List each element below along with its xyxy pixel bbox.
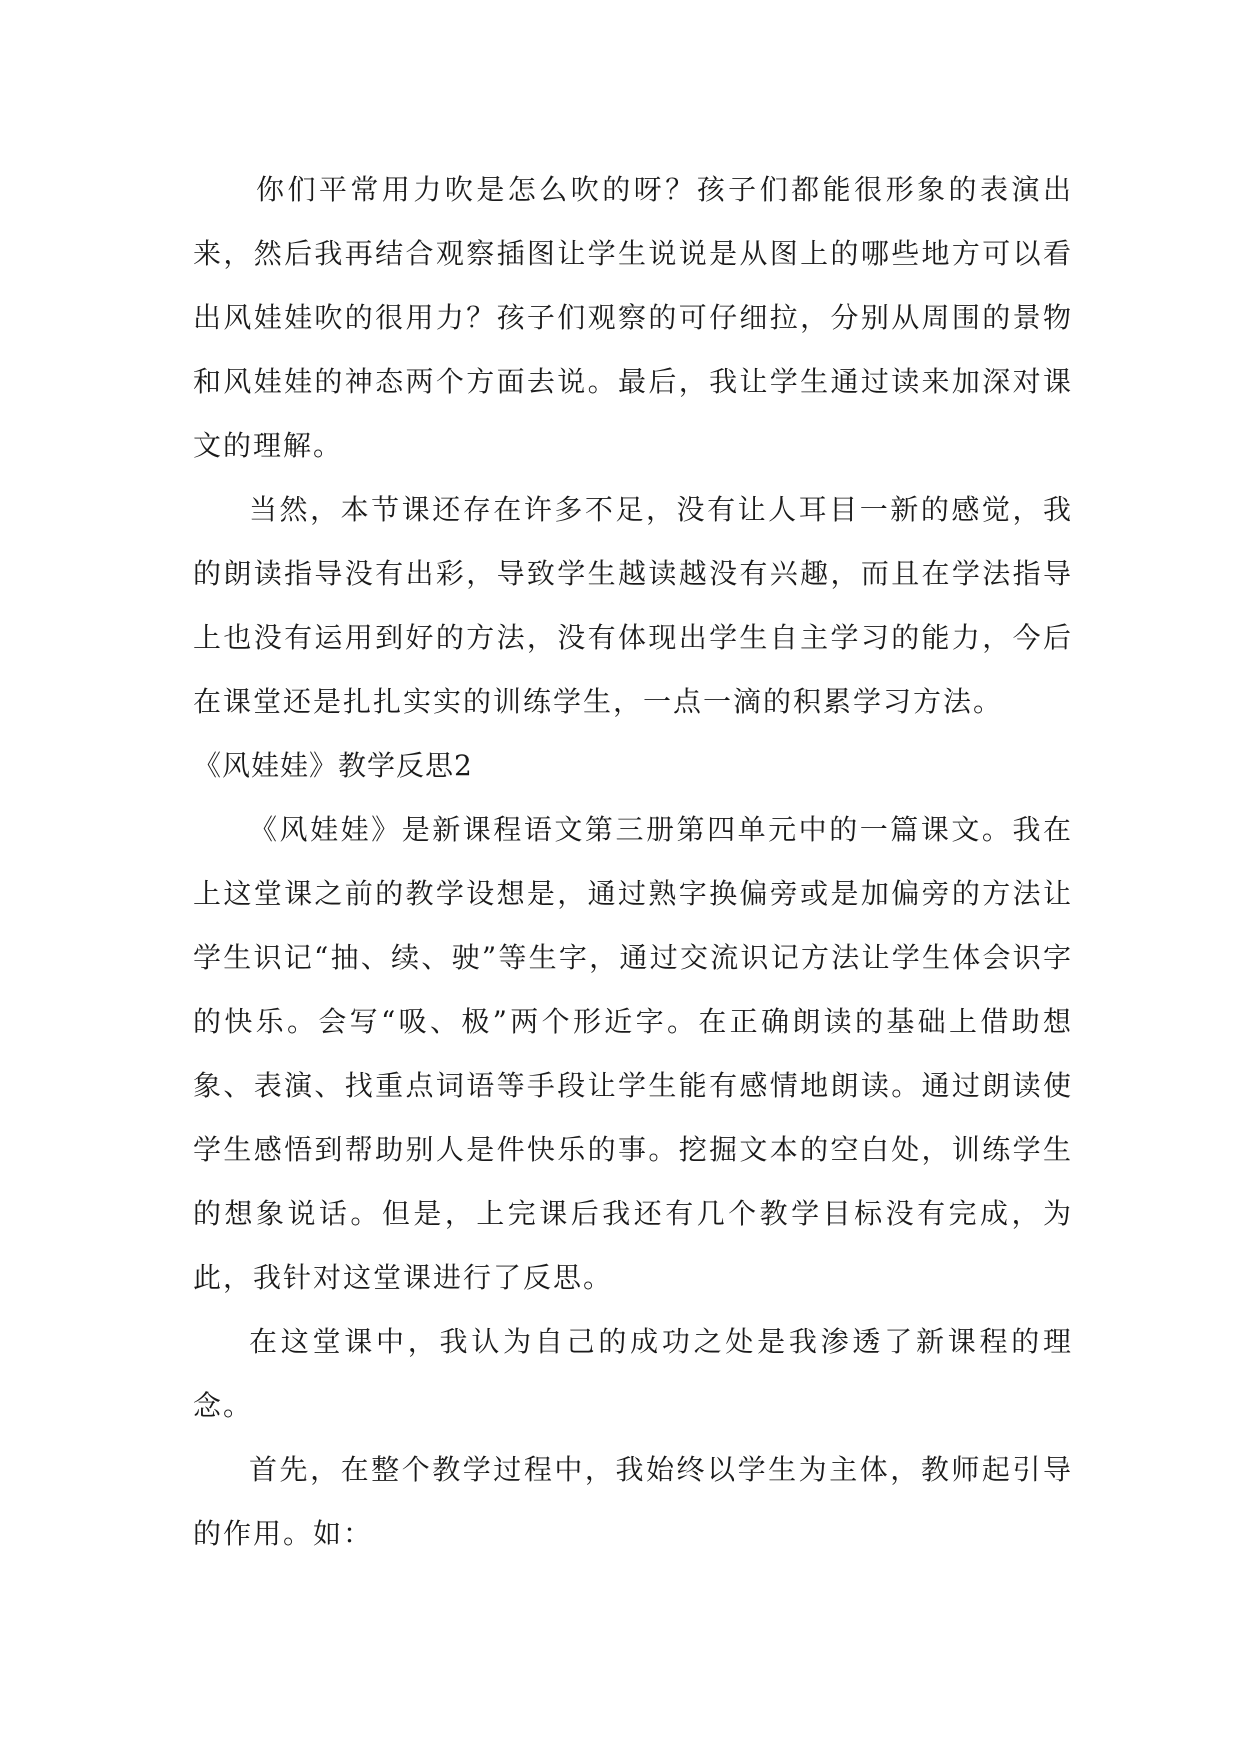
paragraph-5: 首先，在整个教学过程中，我始终以学生为主体，教师起引导的作用。如： — [193, 1453, 1073, 1550]
document-body — [193, 158, 1073, 1566]
section-heading: 《风娃娃》教学反思2 — [193, 749, 473, 782]
paragraph-1: 你们平常用力吹是怎么吹的呀？孩子们都能很形象的表演出来，然后我再结合观察插图让学生说说是从图上的哪些地方可以看出风娃娃吹的很用力？孩子们观察的可仔细拉，分别从周围的景物和风娃娃的神态两个方面去说。最后，我让学生通过读来加深对课文的理解。 — [193, 173, 1073, 462]
paragraph-2: 当然，本节课还存在许多不足，没有让人耳目一新的感觉，我的朗读指导没有出彩，导致学生越读越没有兴趣，而且在学法指导上也没有运用到好的方法，没有体现出学生自主学习的能力，今后在课堂还是扎扎实实的训练学生，一点一滴的积累学习方法。 — [193, 493, 1073, 718]
paragraph-3: 《风娃娃》是新课程语文第三册第四单元中的一篇课文。我在上这堂课之前的教学设想是，通过熟字换偏旁或是加偏旁的方法让学生识记“抽、续、驶”等生字，通过交流识记方法让学生体会识字的快乐。会写“吸、极”两个形近字。在正确朗读的基础上借助想象、表演、找重点词语等手段让学生能有感情地朗读。通过朗读使学生感悟到帮助别人是件快乐的事。挖掘文本的空白处，训练学生的想象说话。但是，上完课后我还有几个教学目标没有完成，为此，我针对这堂课进行了反思。 — [193, 813, 1073, 1294]
paragraph-4: 在这堂课中，我认为自己的成功之处是我渗透了新课程的理念。 — [193, 1325, 1073, 1422]
